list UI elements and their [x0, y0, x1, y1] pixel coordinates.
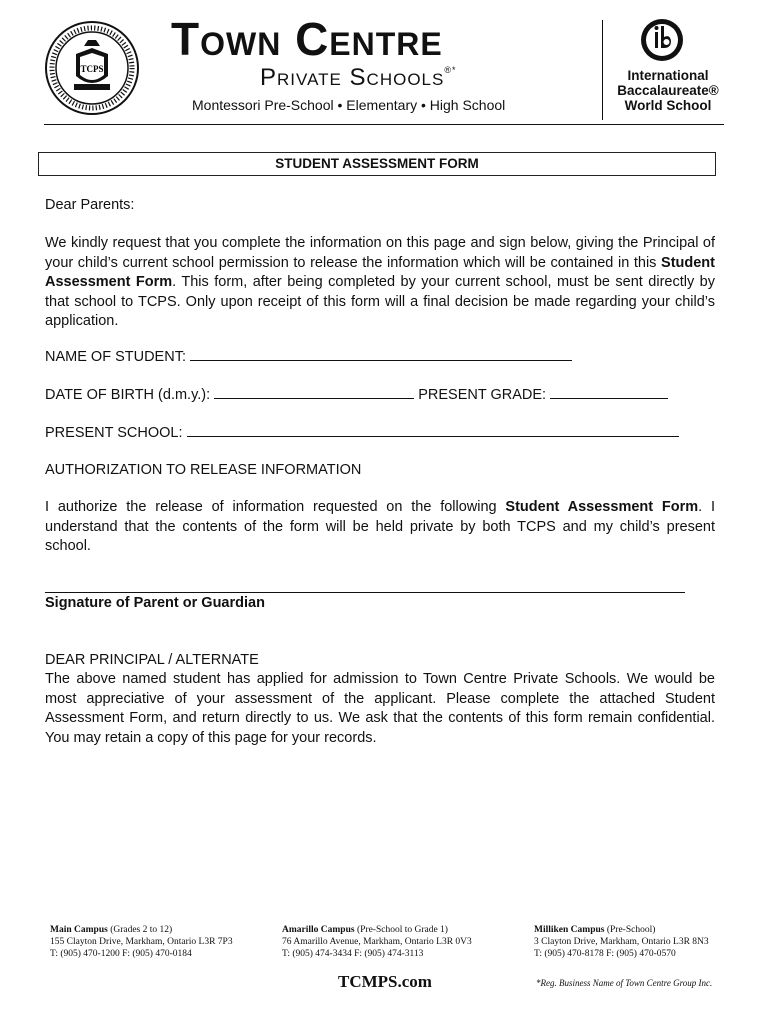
amarillo-campus-phone: T: (905) 474-3434 F: (905) 474-3113 — [282, 949, 424, 959]
intro-text-start: We kindly request that you complete the information on this page and sign below, giving the Principal of your child’s current school permission to release the information which will be contained in this — [45, 235, 715, 271]
milliken-campus-grades: (Pre-School) — [606, 925, 656, 935]
milliken-campus-address: 3 Clayton Drive, Markham, Ontario L3R 8N3 — [534, 937, 709, 947]
school-subtitle-text: Private Schools — [260, 64, 445, 91]
form-title: STUDENT ASSESSMENT FORM — [38, 152, 716, 176]
header-divider — [602, 20, 603, 120]
intro-paragraph — [45, 234, 715, 332]
school-tagline: Montessori Pre-School • Elementary • High School — [192, 97, 506, 113]
ib-line-1: International — [627, 68, 709, 83]
authorization-paragraph — [45, 498, 715, 557]
date-of-birth-label: DATE OF BIRTH (d.m.y.): — [45, 387, 211, 403]
milliken-campus-phone: T: (905) 470-8178 F: (905) 470-0570 — [534, 949, 676, 959]
school-name: Town Centre — [171, 13, 443, 65]
present-school-row — [45, 424, 679, 441]
main-campus-phone: T: (905) 470-1200 F: (905) 470-0184 — [50, 949, 192, 959]
auth-text-end: . I understand that the contents of the form will be held private by both TCPS and my child’s present school. — [45, 499, 715, 554]
intro-form-name: Student Assessment Form — [45, 254, 715, 290]
registered-mark: ®* — [444, 65, 457, 75]
amarillo-campus-grades: (Pre-School to Grade 1) — [356, 925, 448, 935]
school-subtitle — [260, 64, 457, 92]
principal-heading: DEAR PRINCIPAL / ALTERNATE — [45, 652, 259, 668]
website-link[interactable]: TCMPS.com — [338, 972, 432, 991]
seal-text: TCPS — [80, 64, 104, 74]
footer-main-campus — [50, 924, 233, 960]
main-campus-grades: (Grades 2 to 12) — [110, 925, 173, 935]
milliken-campus-name: Milliken Campus — [534, 925, 605, 935]
date-of-birth-field[interactable] — [214, 386, 414, 399]
signature-label: Signature of Parent or Guardian — [45, 595, 265, 611]
header-rule — [44, 124, 724, 125]
present-school-field[interactable] — [187, 424, 679, 437]
intro-text-end: . This form, after being completed by your current school, must be sent directly by that school to TCPS. Only upon receipt of this form will a final decision be made regarding your child’s application. — [45, 274, 715, 329]
student-name-label: NAME OF STUDENT: — [45, 349, 186, 365]
student-name-row — [45, 348, 572, 365]
present-grade-label: PRESENT GRADE: — [418, 387, 547, 403]
registered-business-note: *Reg. Business Name of Town Centre Group Inc. — [536, 978, 713, 988]
ib-line-3: World School — [624, 98, 712, 113]
main-campus-name: Main Campus — [50, 925, 108, 935]
auth-text-start: I authorize the release of information requested on the following — [45, 499, 506, 515]
authorization-heading: AUTHORIZATION TO RELEASE INFORMATION — [45, 462, 362, 478]
present-grade-field[interactable] — [550, 386, 668, 399]
ib-world-school-label — [606, 68, 730, 113]
present-school-label: PRESENT SCHOOL: — [45, 425, 183, 441]
school-seal-logo — [44, 20, 140, 116]
footer-amarillo-campus — [282, 924, 472, 960]
auth-form-name: Student Assessment Form — [505, 499, 699, 515]
greeting: Dear Parents: — [45, 197, 135, 213]
footer-milliken-campus — [534, 924, 709, 960]
student-name-field[interactable] — [190, 348, 572, 361]
amarillo-campus-name: Amarillo Campus — [282, 925, 355, 935]
ib-line-2: Baccalaureate® — [617, 83, 719, 98]
main-campus-address: 155 Clayton Drive, Markham, Ontario L3R 7P3 — [50, 937, 233, 947]
ib-logo-icon — [640, 18, 684, 62]
principal-paragraph: The above named student has applied for admission to Town Centre Private Schools. We would be most appreciative of your assessment of the applicant. Please complete the attached Student Assessment Form, and return directly to us. We ask that the contents of this form remain confidential. You may retain a copy of this page for your records. — [45, 671, 715, 746]
amarillo-campus-address: 76 Amarillo Avenue, Markham, Ontario L3R 0V3 — [282, 937, 472, 947]
birth-grade-row — [45, 386, 668, 403]
signature-field[interactable] — [45, 592, 685, 593]
